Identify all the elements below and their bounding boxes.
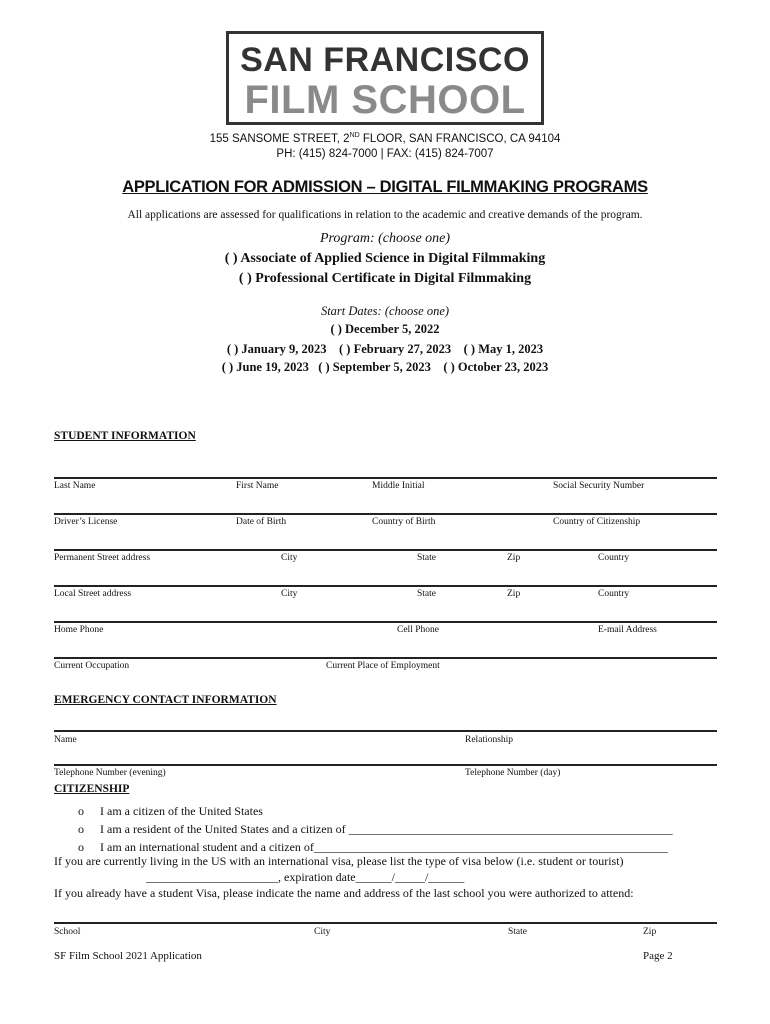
field-line[interactable] <box>54 621 717 623</box>
field-line[interactable] <box>54 922 717 924</box>
emergency-name-label: Name <box>54 735 77 745</box>
logo-line-2: FILM SCHOOL <box>244 78 526 122</box>
program-option-certificate[interactable]: ( ) Professional Certificate in Digital Filmmaking <box>238 271 532 286</box>
visa-instruction: If you are currently living in the US with an international visa, please list the type of visa below (i.e. student or tourist) <box>54 854 624 868</box>
permanent-city-label: City <box>281 553 298 563</box>
school-zip-label: Zip <box>643 927 657 937</box>
phone-evening-label: Telephone Number (evening) <box>54 768 166 778</box>
country-citizenship-label: Country of Citizenship <box>553 517 641 527</box>
local-zip-label: Zip <box>507 589 521 599</box>
local-address-label: Local Street address <box>54 589 132 599</box>
permanent-address-label: Permanent Street address <box>54 553 151 563</box>
field-line[interactable] <box>54 513 717 515</box>
citizenship-heading: CITIZENSHIP <box>54 783 130 795</box>
field-line[interactable] <box>54 585 717 587</box>
international-radio[interactable]: o <box>78 840 84 854</box>
field-line[interactable] <box>54 549 717 551</box>
address-street-sup: ND <box>349 132 360 139</box>
start-dates-heading: Start Dates: (choose one) <box>320 304 450 318</box>
emergency-heading: EMERGENCY CONTACT INFORMATION <box>54 694 277 706</box>
school-logo <box>226 31 544 125</box>
permanent-state-label: State <box>417 553 436 563</box>
field-line[interactable] <box>54 477 717 479</box>
email-label: E-mail Address <box>598 625 657 635</box>
last-name-label: Last Name <box>54 481 96 491</box>
field-line[interactable] <box>54 657 717 659</box>
drivers-license-label: Driver’s License <box>54 517 118 527</box>
field-line[interactable] <box>54 764 717 766</box>
ssn-label: Social Security Number <box>553 481 645 491</box>
middle-initial-label: Middle Initial <box>372 481 425 491</box>
permanent-zip-label: Zip <box>507 553 521 563</box>
visa-expiration-field[interactable]: ______________________, expiration date______/_____/______ <box>146 870 465 884</box>
employment-label: Current Place of Employment <box>326 661 440 671</box>
page-title: APPLICATION FOR ADMISSION – DIGITAL FILMMAKING PROGRAMS <box>122 178 648 196</box>
local-country-label: Country <box>598 589 630 599</box>
program-heading: Program: (choose one) <box>319 231 451 246</box>
local-state-label: State <box>417 589 436 599</box>
citizen-us-radio[interactable]: o <box>78 804 84 818</box>
intro-text: All applications are assessed for qualifications in relation to the academic and creative demands of the program. <box>127 209 643 221</box>
international-label: I am an international student and a citizen of___________________________________________________________ <box>100 840 668 854</box>
school-address <box>0 132 770 145</box>
resident-radio[interactable]: o <box>78 822 84 836</box>
address-street-pre: 155 SANSOME STREET, 2 <box>209 132 350 145</box>
occupation-label: Current Occupation <box>54 661 130 671</box>
page-number: Page 2 <box>643 950 673 962</box>
school-city-label: City <box>314 927 331 937</box>
first-name-label: First Name <box>236 481 279 491</box>
relationship-label: Relationship <box>465 735 514 745</box>
permanent-country-label: Country <box>598 553 630 563</box>
program-option-aas[interactable]: ( ) Associate of Applied Science in Digital Filmmaking <box>224 251 546 266</box>
start-dates-line-1[interactable]: ( ) December 5, 2022 <box>330 322 440 336</box>
citizen-us-label: I am a citizen of the United States <box>100 804 263 818</box>
start-dates-line-2[interactable]: ( ) January 9, 2023 ( ) February 27, 2023 ( ) May 1, 2023 <box>226 342 544 356</box>
phone-day-label: Telephone Number (day) <box>465 768 561 778</box>
address-street-post: FLOOR, SAN FRANCISCO, CA 94104 <box>359 132 561 145</box>
dob-label: Date of Birth <box>236 517 287 527</box>
school-state-label: State <box>508 927 527 937</box>
school-phone: PH: (415) 824-7000 | FAX: (415) 824-7007 <box>276 148 494 160</box>
cell-phone-label: Cell Phone <box>397 625 439 635</box>
logo-line-1: SAN FRANCISCO <box>240 41 530 79</box>
school-label: School <box>54 927 81 937</box>
home-phone-label: Home Phone <box>54 625 104 635</box>
footer-left: SF Film School 2021 Application <box>54 950 202 962</box>
student-visa-instruction: If you already have a student Visa, please indicate the name and address of the last school you were authorized to attend: <box>54 886 634 900</box>
local-city-label: City <box>281 589 298 599</box>
start-dates-line-3[interactable]: ( ) June 19, 2023 ( ) September 5, 2023 ( ) October 23, 2023 <box>221 360 549 374</box>
resident-label: I am a resident of the United States and a citizen of ______________________________________________________ <box>100 822 673 836</box>
country-birth-label: Country of Birth <box>372 517 436 527</box>
field-line[interactable] <box>54 730 717 732</box>
student-info-heading: STUDENT INFORMATION <box>54 430 196 442</box>
